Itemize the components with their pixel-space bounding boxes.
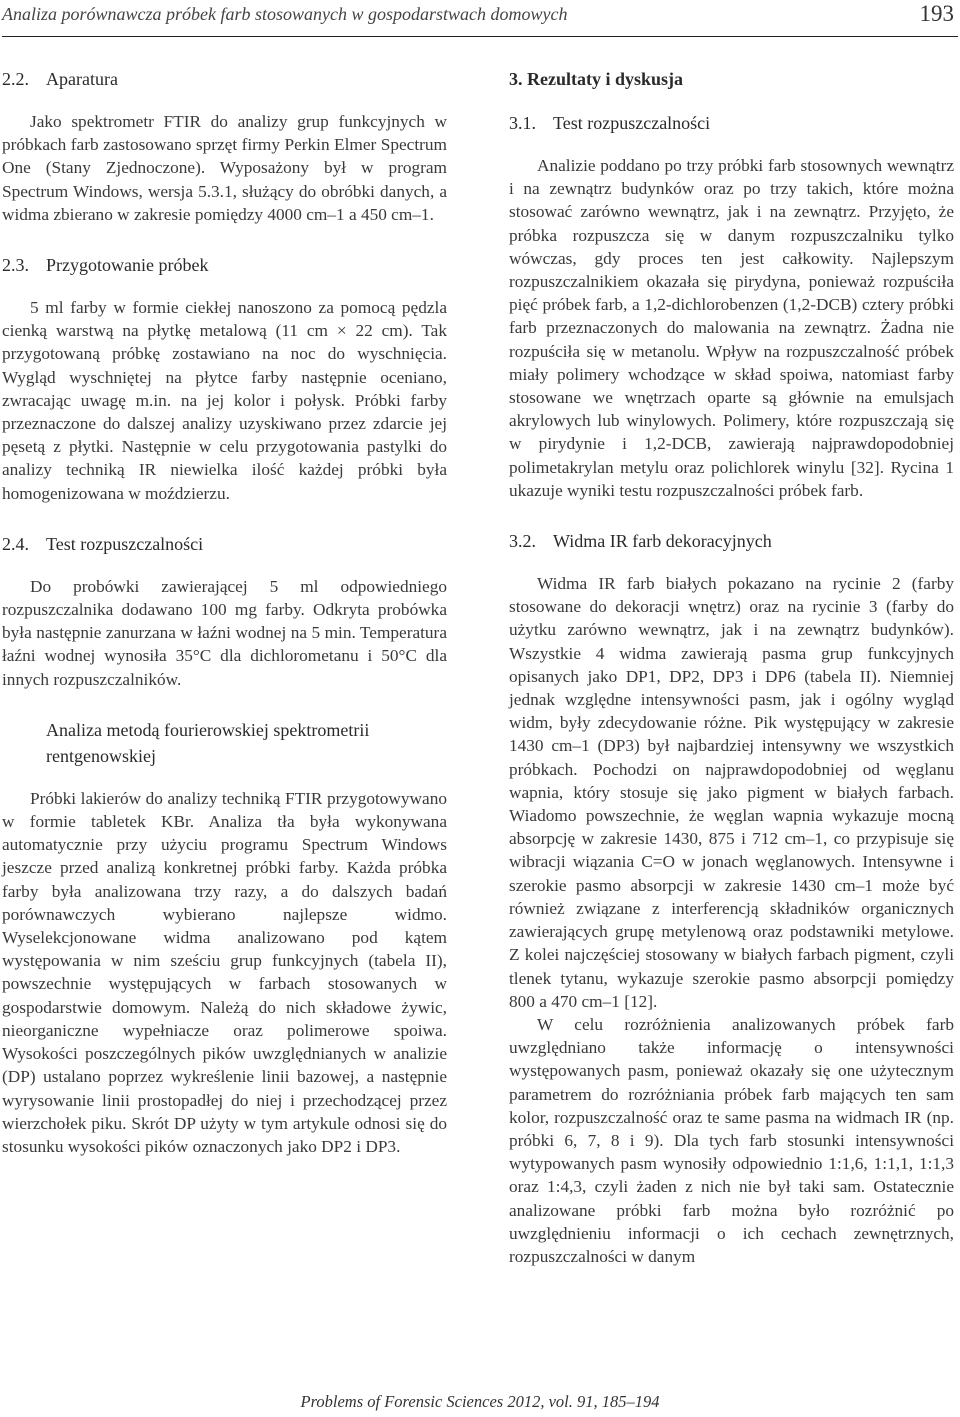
section-number: 2.2. [2,69,29,89]
right-column [509,66,954,1268]
section-number [2,717,46,743]
section-number: 3. [509,69,523,89]
section-title: Analiza metodą fourierowskiej spektrometrii rentgenowskiej [46,719,370,766]
paragraph-solubility-method: Do probówki zawierającej 5 ml odpowiedniego rozpuszczalnika dodawano 100 mg farby. Odkryta probówka była następnie zanurzana w łaźni wodnej na 5 min. Temperatura łaźni wodnej wynosiła 35°C dla dichlorometanu i 50°C dla innych rozpuszczalników. [2,576,447,689]
running-header [2,0,958,37]
paragraph-band-intensity: W celu rozróżnienia analizowanych próbek farb uwzględniano także informację o intensywności występowanych pasm, ponieważ okazały się one użytecznym parametrem do rozróżniania próbek farb mających ten sam kolor, rozpuszczalność oraz te same pasma na widmach IR (np. próbki 6, 7, 8 i 9). Dla tych farb stosunki intensywności wytypowanych pasm wynosiły odpowiednio 1:1,6, 1:1,1, 1:1,3 oraz 1:4,3, czyli żaden z nich nie był taki sam. Ostatecznie analizowane próbki farb można było rozróżnić po uwzględnieniu informacji o ich cechach zewnętrznych, rozpuszczalności w danym [509,1014,954,1266]
section-heading-3-2 [509,528,954,554]
section-number: 3.2. [509,531,536,552]
section-number: 2.3. [2,255,29,276]
section-heading-2-3 [2,252,447,278]
paragraph-apparatus: Jako spektrometr FTIR do analizy grup funkcyjnych w próbkach farb zastosowano sprzęt firmy Perkin Elmer Spectrum One (Stany Zjednoczone). Wyposażony był w program Spectrum Windows, wersja 5.3.1, służący do obróbki danych, a widma zbierano w zakresie pomiędzy 4000 cm–1 a 450 cm–1. [2,112,447,224]
paragraph-ir-spectra: Widma IR farb białych pokazano na rycinie 2 (farby stosowane do dekoracji wnętrz) oraz na rycinie 3 (farby do użytku zarówno wewnątrz, jak i na zewnątrz budynków). Wszystkie 4 widma zawierają pasma grup funkcyjnych opisanych jako DP1, DP2, DP3 i DP6 (tabela II). Niemniej jednak względne intensywności pasm, jak i ogólny wygląd widm, były zdecydowanie różne. Pik występujący w zakresie 1430 cm–1 (DP3) był najbardziej intensywny we wszystkich próbkach. Pochodzi on najprawdopodobniej od węglanu wapnia, który stosuje się jako pigment w białych farbach. Wiadomo powszechnie, że węglan wapnia wykazuje mocną absorpcję w zakresie 1430, 875 i 712 cm–1, co przypisuje się wibracji wiązania C=O w jonach węglanowych. Intensywne i szerokie pasmo absorpcji w zakresie 1430 cm–1 może być również związane z interferencją składników organicznych zawierających grupę metylenową oraz podstawniki metylowe. Z kolei najczęściej stosowany w białych farbach pigment, czyli tlenek tytanu, wykazuje szerokie pasmo absorpcji pomiędzy 800 a 470 cm–1 [12]. [509,574,954,1011]
section-title: Test rozpuszczalności [46,533,204,554]
section-number: 3.1. [509,113,536,133]
section-heading-2-2 [2,66,447,92]
section-title: Rezultaty i dyskusja [527,69,684,89]
section-heading-3 [509,66,954,92]
paragraph-ftir-method: Próbki lakierów do analizy techniką FTIR przygotowywano w formie tabletek KBr. Analiza tła była wykonywana automatycznie przy użyciu programu Spectrum Windows jeszcze przed analizą konkretnej próbki farby. Każda próbka farby była analizowana trzy razy, a do dalszych badań porównawczych wybierano najlepsze widmo. Wyselekcjonowane widma analizowano pod kątem występowania w nim sześciu grup funkcyjnych (tabela II), powszechnie występujących w farbach stosowanych w gospodarstwie domowym. Należą do nich składowe żywic, nieorganiczne wypełniacze oraz polimerowe spoiwa. Wysokości poszczególnych pików uwzględnianych w analizie (DP) ustalano poprzez wykreślenie linii bazowej, a następnie wyrysowanie linii prostopadłej do niej i przechodzącej przez wierzchołek piku. Skrót DP użyty w tym artykule odnosi się do stosunku wysokości pików oznaczonych jako DP2 i DP3. [2,788,447,1156]
section-title: Przygotowanie próbek [46,255,209,276]
footer-citation: Problems of Forensic Sciences 2012, vol. 91, 185–194 [300,1392,660,1411]
paragraph-solubility-results: Analizie poddano po trzy próbki farb stosownych wewnątrz i na zewnątrz budynków oraz po trzy takich, które można stosować zarówno wewnątrz, jak i na zewnątrz. Przyjęto, że próbka rozpuszcza się w danym rozpuszczalniku tylko wówczas, gdy proces ten jest całkowity. Najlepszym rozpuszczalnikiem okazała się pirydyna, ponieważ rozpuściła pięć próbek farb, a 1,2-dichlorobenzen (1,2-DCB) cztery próbki farb przeznaczonych do malowania na zewnątrz. Żadna nie rozpuściła się w metanolu. Wpływ na rozpuszczalność próbek miały polimery wchodzące w skład spoiwa, natomiast farby stosowane we wnętrzach oparte są głównie na emulsjach akrylowych lub winylowych. Polimery, które rozpuszczają się w pirydynie i 1,2-DCB, zawierają najprawdopodobniej polimetakrylan metylu oraz polichlorek winylu [32]. Rycina 1 ukazuje wyniki testu rozpuszczalności próbek farb. [509,156,954,500]
section-title: Test rozpuszczalności [553,113,711,133]
section-title: Aparatura [46,69,118,89]
section-number: 2.4. [2,533,29,554]
page-number: 193 [919,1,954,26]
section-heading-2-5 [2,717,447,769]
running-title: Analiza porównawcza próbek farb stosowanych w gospodarstwach domowych [2,4,568,24]
section-title: Widma IR farb dekoracyjnych [553,531,772,552]
paragraph-sample-prep: 5 ml farby w formie ciekłej nanoszono za pomocą pędzla cienką warstwą na płytkę metalową (11 cm × 22 cm). Tak przygotowaną próbkę zostawiano na noc do wyschnięcia. Wygląd wyschniętej na płytce farby następnie oceniano, zwracając uwagę m.in. na jej kolor i połysk. Próbki farby przeznaczone do dalszej analizy uzyskiwano przez zdarcie jej pęsetą z płytki. Następnie w celu przygotowania pastylki do analizy techniką IR niewielka ilość każdej próbki była homogenizowana w moździerzu. [2,298,447,503]
left-column [2,66,447,1158]
section-heading-3-1 [509,110,954,136]
section-heading-2-4 [2,531,447,557]
